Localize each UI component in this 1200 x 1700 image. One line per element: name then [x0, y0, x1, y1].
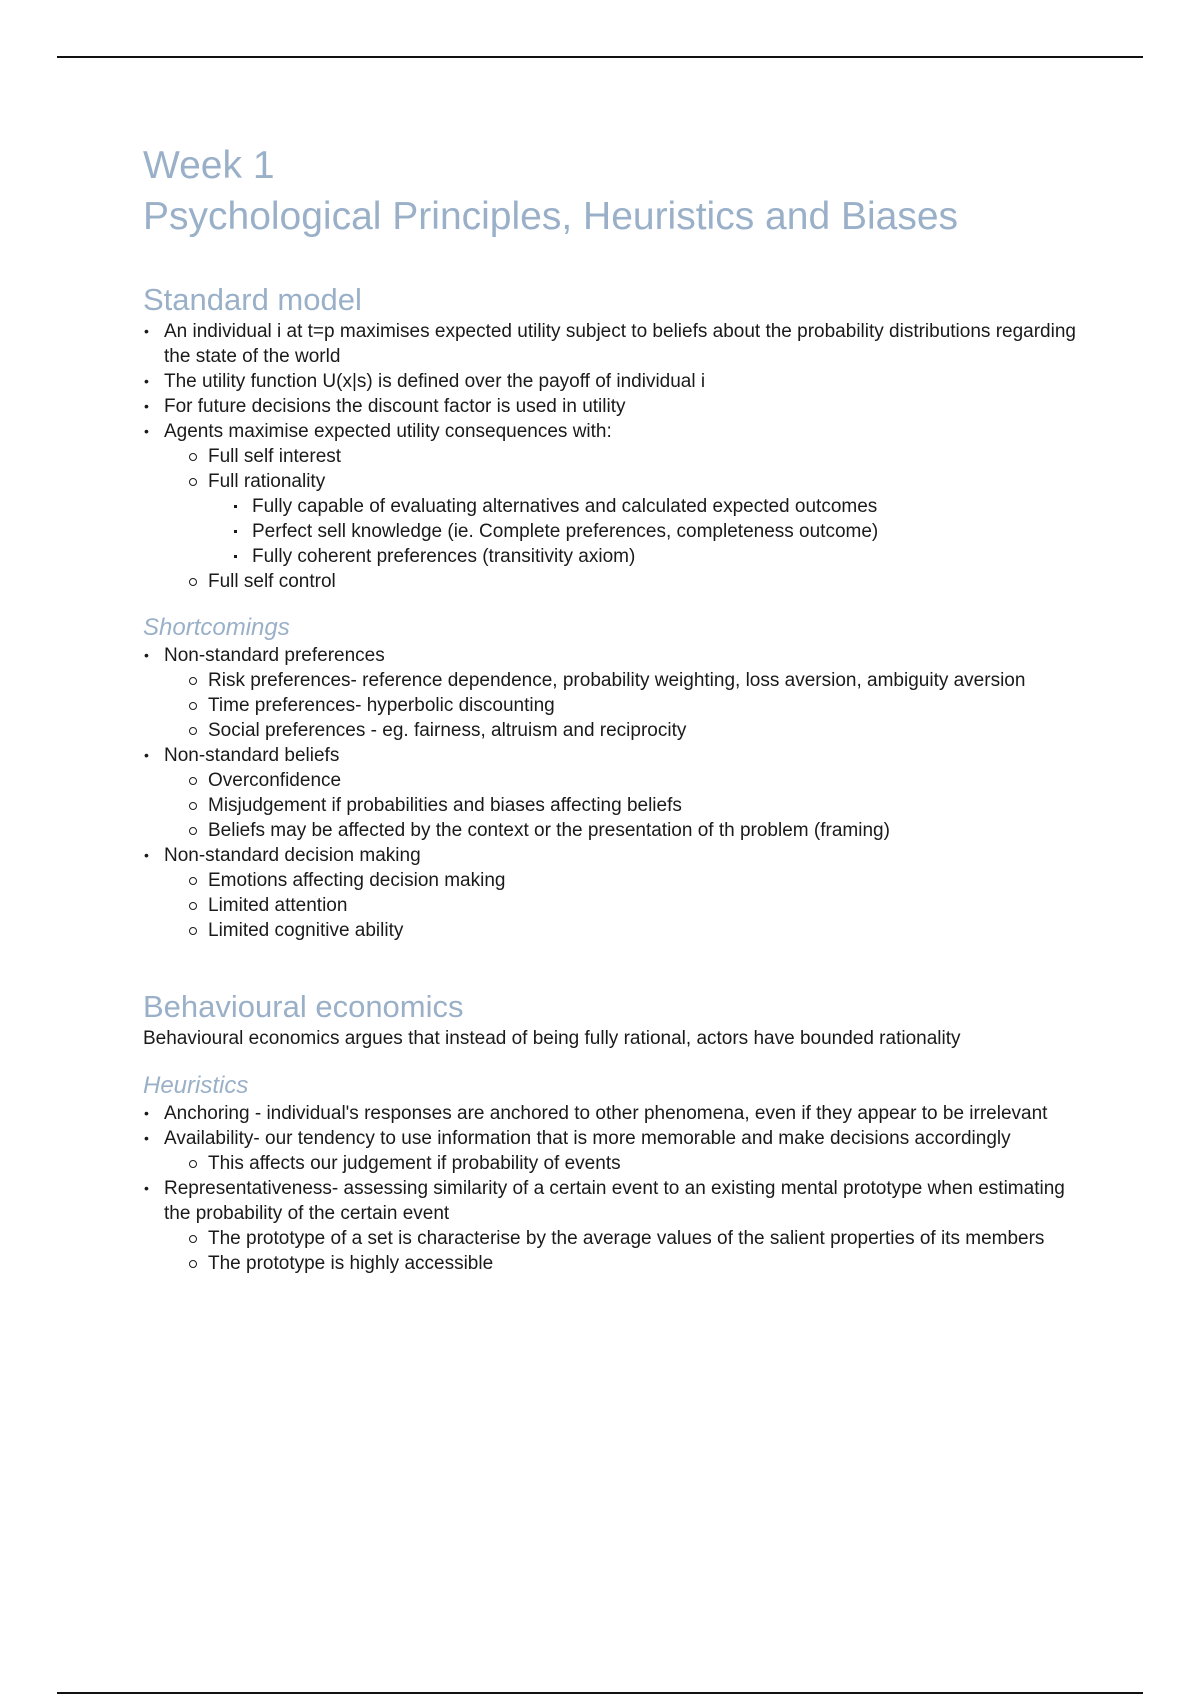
subsection-heading-heuristics: Heuristics — [143, 1072, 249, 1099]
sublist-item: Overconfidence — [187, 768, 1083, 793]
shortcomings-list — [143, 643, 1083, 943]
sublist-item: The prototype is highly accessible — [187, 1251, 1083, 1276]
list-item-label: Non-standard preferences — [164, 645, 385, 666]
section-heading-behavioural-economics: Behavioural economics — [143, 989, 464, 1024]
list-item — [143, 1101, 1083, 1126]
list-item-label: Representativeness- assessing similarity of a certain event to an existing mental prototype when estimating the probability of the certain event — [164, 1178, 1065, 1224]
list-item — [143, 1126, 1083, 1176]
list-item-label: Anchoring - individual's responses are anchored to other phenomena, even if they appear to be irrelevant — [164, 1103, 1048, 1124]
document-body — [143, 140, 1083, 1276]
sublist-item: Risk preferences- reference dependence, probability weighting, loss aversion, ambiguity aversion — [187, 668, 1083, 693]
list-item-label: Non-standard beliefs — [164, 745, 340, 766]
sublist — [187, 1151, 1083, 1176]
list-item — [143, 743, 1083, 843]
sublist — [187, 668, 1083, 743]
sub-sublist-item: Fully coherent preferences (transitivity axiom) — [230, 544, 1083, 569]
list-item-label: Availability- our tendency to use information that is more memorable and make decisions accordingly — [164, 1128, 1011, 1149]
sublist — [187, 768, 1083, 843]
list-item — [143, 843, 1083, 943]
sublist — [187, 868, 1083, 943]
list-item: • For future decisions the discount factor is used in utility — [143, 394, 1083, 419]
sub-sublist — [230, 494, 1083, 569]
sublist-item: Full self control — [187, 569, 1083, 594]
list-item — [143, 1176, 1083, 1276]
sublist-item: Social preferences - eg. fairness, altruism and reciprocity — [187, 718, 1083, 743]
list-item: • An individual i at t=p maximises expected utility subject to beliefs about the probability distributions regarding the state of the world — [143, 319, 1083, 369]
sublist-item — [187, 469, 1083, 569]
sublist-item: Beliefs may be affected by the context or the presentation of th problem (framing) — [187, 818, 1083, 843]
behavioural-economics-paragraph: Behavioural economics argues that instead of being fully rational, actors have bounded rationality — [143, 1028, 961, 1049]
list-item — [143, 643, 1083, 743]
sublist — [187, 444, 1083, 594]
document-title — [143, 140, 1083, 242]
sublist-item: Limited cognitive ability — [187, 918, 1083, 943]
sublist-item: Time preferences- hyperbolic discounting — [187, 693, 1083, 718]
sublist-item: Misjudgement if probabilities and biases affecting beliefs — [187, 793, 1083, 818]
top-rule — [57, 56, 1143, 58]
sublist-item-label: Full rationality — [208, 471, 326, 492]
list-item — [143, 419, 1083, 594]
section-heading-standard-model: Standard model — [143, 282, 362, 317]
standard-model-list — [143, 319, 1083, 594]
bottom-rule — [57, 1692, 1143, 1694]
sublist-item: The prototype of a set is characterise by the average values of the salient properties of its members — [187, 1226, 1083, 1251]
sublist — [187, 1226, 1083, 1276]
sublist-item: This affects our judgement if probability of events — [187, 1151, 1083, 1176]
sublist-item: Emotions affecting decision making — [187, 868, 1083, 893]
subsection-heading-shortcomings: Shortcomings — [143, 614, 290, 641]
list-item-label: Agents maximise expected utility consequences with: — [164, 421, 612, 442]
sublist-item: Full self interest — [187, 444, 1083, 469]
sub-sublist-item: Fully capable of evaluating alternatives and calculated expected outcomes — [230, 494, 1083, 519]
list-item-label: Non-standard decision making — [164, 845, 421, 866]
sublist-item: Limited attention — [187, 893, 1083, 918]
list-item: • The utility function U(x|s) is defined over the payoff of individual i — [143, 369, 1083, 394]
title-week: Week 1 — [143, 144, 275, 187]
sub-sublist-item: Perfect sell knowledge (ie. Complete preferences, completeness outcome) — [230, 519, 1083, 544]
heuristics-list — [143, 1101, 1083, 1276]
title-topic: Psychological Principles, Heuristics and Biases — [143, 195, 959, 238]
